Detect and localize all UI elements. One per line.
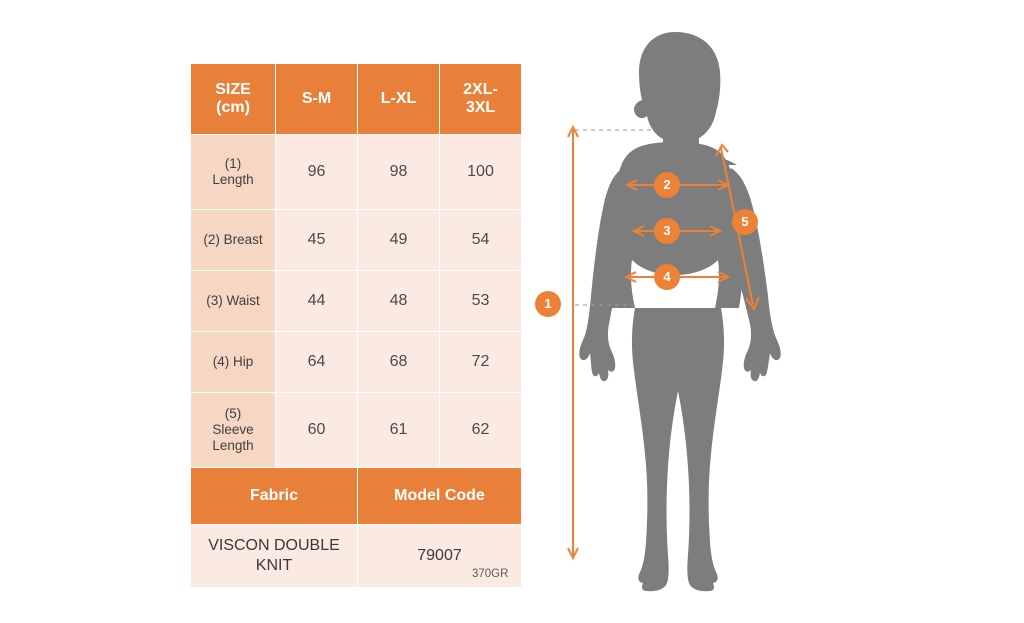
- cell-sleeve-l-xl: 61: [358, 393, 440, 468]
- header-2xl-line1: 2XL-: [463, 80, 498, 98]
- row-label-breast: (2) Breast: [191, 210, 276, 271]
- cell-waist-l-xl: 48: [358, 271, 440, 332]
- size-table: [190, 63, 522, 588]
- table-row: [191, 210, 522, 271]
- measurement-badge-5: 5: [733, 210, 757, 234]
- size-header-line1: SIZE: [215, 80, 251, 98]
- cell-length-s-m: 96: [276, 135, 358, 210]
- footer-header-model-code: Model Code: [358, 468, 522, 525]
- measurement-badge-1: 1: [536, 292, 560, 316]
- female-body-silhouette-icon: [525, 20, 855, 595]
- footer-header-fabric: Fabric: [191, 468, 358, 525]
- footer-value-model-code: 79007: [358, 525, 522, 588]
- table-row: [191, 271, 522, 332]
- measurement-figure: [525, 20, 855, 595]
- row-label-line: Length: [212, 172, 254, 187]
- measurement-badge-3: 3: [655, 219, 679, 243]
- row-label-line: (5): [224, 405, 242, 421]
- size-table-header: [191, 64, 522, 135]
- row-label-sleeve-length: [191, 393, 276, 468]
- cell-sleeve-2xl-3xl: 62: [440, 393, 522, 468]
- header-2xl-line2: 3XL: [465, 99, 496, 116]
- cell-hip-s-m: 64: [276, 332, 358, 393]
- cell-waist-s-m: 44: [276, 271, 358, 332]
- table-header-row: [191, 64, 522, 135]
- cell-breast-2xl-3xl: 54: [440, 210, 522, 271]
- column-header-2xl-3xl: [440, 64, 522, 135]
- footer-header-row: [191, 468, 522, 525]
- row-label-line: Length: [212, 438, 254, 454]
- column-header-l-xl: L-XL: [358, 64, 440, 135]
- row-label-hip: (4) Hip: [191, 332, 276, 393]
- cell-breast-l-xl: 49: [358, 210, 440, 271]
- row-label-length: [191, 135, 276, 210]
- measurement-badge-2: 2: [655, 173, 679, 197]
- table-row: [191, 135, 522, 210]
- cell-hip-l-xl: 68: [358, 332, 440, 393]
- table-row: [191, 332, 522, 393]
- cell-length-l-xl: 98: [358, 135, 440, 210]
- size-table-body: [191, 135, 522, 468]
- cell-waist-2xl-3xl: 53: [440, 271, 522, 332]
- row-label-waist: (3) Waist: [191, 271, 276, 332]
- column-header-size: [191, 64, 276, 135]
- row-label-line: Sleeve: [212, 421, 254, 437]
- measurement-badge-4: 4: [655, 265, 679, 289]
- cell-sleeve-s-m: 60: [276, 393, 358, 468]
- column-header-s-m: S-M: [276, 64, 358, 135]
- cell-length-2xl-3xl: 100: [440, 135, 522, 210]
- size-header-line2: (cm): [216, 99, 250, 116]
- footer-value-fabric: VISCON DOUBLE KNIT: [191, 525, 358, 588]
- cell-hip-2xl-3xl: 72: [440, 332, 522, 393]
- fabric-weight-note: 370GR: [472, 568, 509, 580]
- cell-breast-s-m: 45: [276, 210, 358, 271]
- row-label-line: (1): [224, 155, 242, 171]
- table-row: [191, 393, 522, 468]
